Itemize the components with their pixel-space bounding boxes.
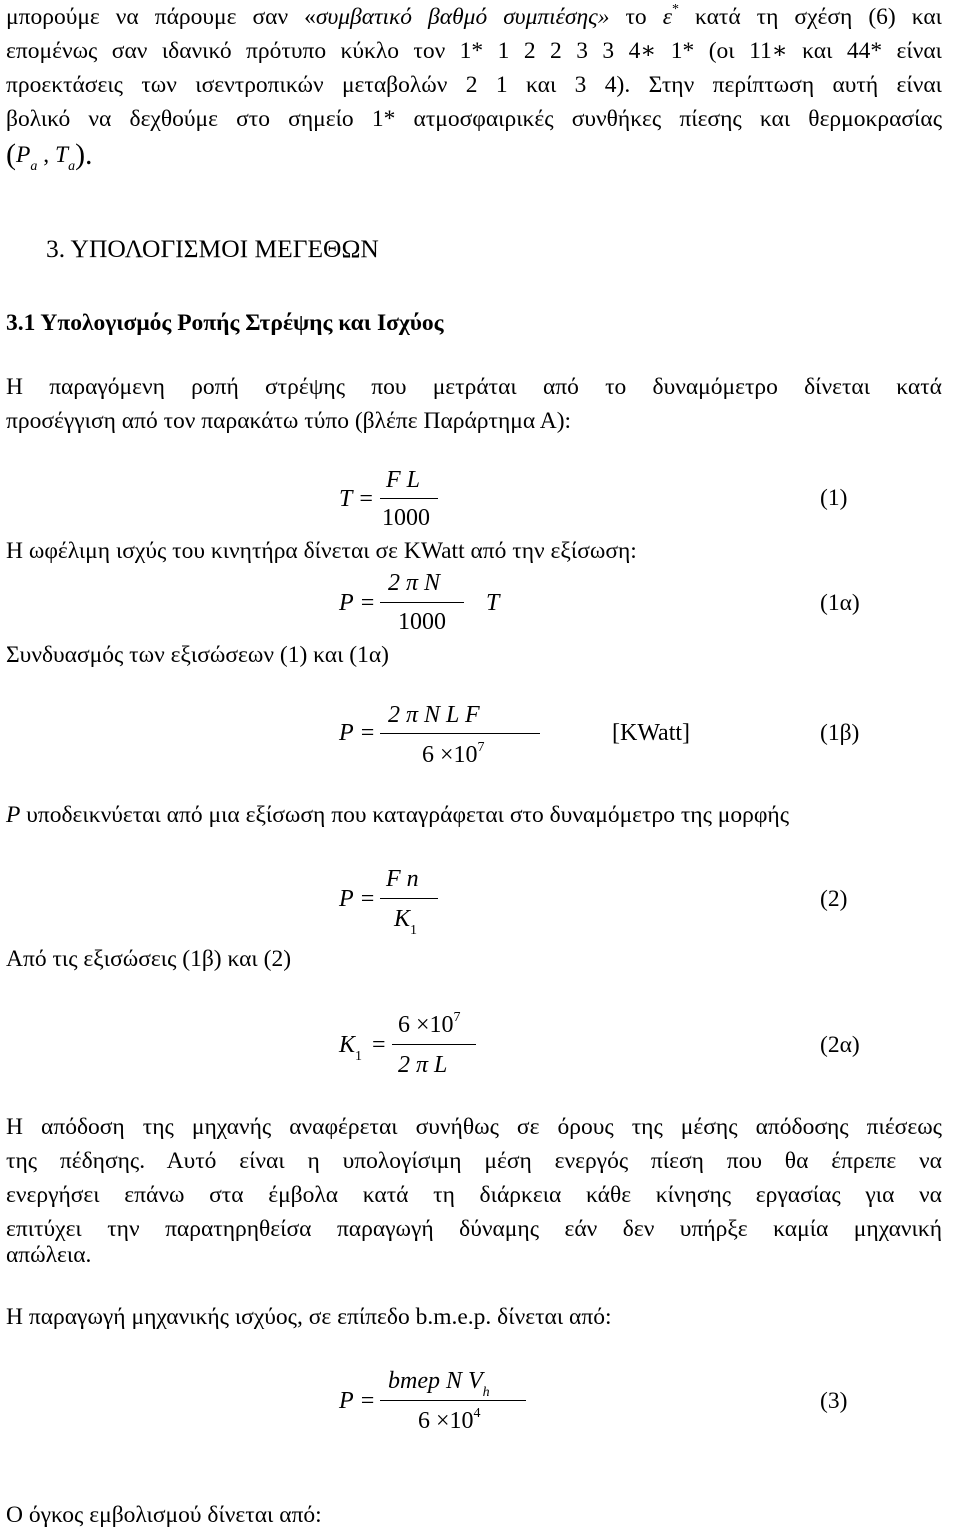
eq3-denominator: $6 \times 10^4$ xyxy=(418,1406,481,1434)
eq3-fraction-bar xyxy=(380,1400,526,1401)
para1-line-2: προσέγγιση από τον παρακάτω τύπο (βλέπε Παράρτημα Α): xyxy=(6,408,572,434)
eq1b-lhs: P = xyxy=(339,720,376,746)
para2-line-2: της πέδησης. Αυτό είναι η υπολογίσιμη μέση ενεργός πίεση που θα έπρεπε να xyxy=(6,1148,942,1174)
eq1a-numerator: 2 π N xyxy=(388,570,441,596)
section-heading: 3. ΥΠΟΛΟΓΙΣΜΟΙ ΜΕΓΕΘΩΝ xyxy=(46,234,379,263)
eq2a-denominator: 2 π L xyxy=(398,1052,448,1078)
eq1a-lhs: P = xyxy=(339,590,376,616)
para2-line-4: επιτύχει την παρατηρηθείσα παραγωγή δύναμης εάν δεν υπήρξε καμία μηχανική xyxy=(6,1216,942,1242)
eq1b-fraction-bar xyxy=(380,733,540,734)
intro-line-3: προεκτάσεις των ισεντροπικών μεταβολών 2 1 και 3 4). Στην περίπτωση αυτή είναι xyxy=(6,72,942,98)
eq2a-label: (2α) xyxy=(820,1032,860,1058)
para2-line-3: ενεργήσει επάνω στα έμβολα κατά τη διάρκεια κάθε κίνησης εργασίας για να xyxy=(6,1182,942,1208)
eq2-denominator: $K_1$ xyxy=(394,906,418,938)
text-p-description: P υποδεικνύεται από μια εξίσωση που καταγράφεται στο δυναμόμετρο της μορφής xyxy=(6,802,789,828)
eq1b-unit: [KWatt] xyxy=(612,720,691,746)
eq1a-denominator: 1000 xyxy=(398,609,446,635)
text-volume: Ο όγκος εμβολισμού δίνεται από: xyxy=(6,1502,322,1528)
text-from-equations: Από τις εξισώσεις (1β) και (2) xyxy=(6,946,292,972)
eq2a-equals: = xyxy=(372,1032,386,1058)
para2-line-5: απώλεια. xyxy=(6,1242,92,1268)
eq2a-fraction-bar xyxy=(392,1044,476,1045)
eq1-numerator: F L xyxy=(386,467,421,493)
intro-line-1: μπορούμε να πάρουμε σαν «συμβατικό βαθμό συμπιέσης» το ε* κατά τη σχέση (6) και xyxy=(6,2,943,30)
eq1b-denominator: $6 \times 10^7$ xyxy=(422,740,485,768)
intro-line-5: ($P_a$ , $T_a$). xyxy=(6,138,93,174)
eq1-denominator: 1000 xyxy=(382,505,430,531)
eq2-numerator: F n xyxy=(386,866,419,892)
eq3-numerator: bmep N $V_h$ xyxy=(388,1368,490,1400)
intro-line-2: επομένως σαν ιδανικό πρότυπο κύκλο τον 1* 1 2 2 3 3 4∗ 1* (οι 11∗ και 44* είναι xyxy=(6,38,942,64)
eq2-fraction-bar xyxy=(380,898,438,899)
eq1b-numerator: 2 π N L F xyxy=(388,702,480,728)
eq1a-label: (1α) xyxy=(820,590,860,616)
text-bmep: Η παραγωγή μηχανικής ισχύος, σε επίπεδο b.m.e.p. δίνεται από: xyxy=(6,1304,612,1330)
eq1a-fraction-bar xyxy=(380,602,464,603)
text-combo: Συνδυασμός των εξισώσεων (1) και (1α) xyxy=(6,642,390,668)
eq2a-lhs: $K_1$ xyxy=(339,1032,363,1064)
eq3-label: (3) xyxy=(820,1388,848,1414)
eq2a-numerator: $6 \times 10^7$ xyxy=(398,1010,461,1038)
eq3-lhs: P = xyxy=(339,1388,376,1414)
eq1a-rhs: T xyxy=(486,590,500,616)
para2-line-1: Η απόδοση της μηχανής αναφέρεται συνήθως σε όρους της μέσης απόδοσης πιέσεως xyxy=(6,1114,942,1140)
text-power: Η ωφέλιμη ισχύς του κινητήρα δίνεται σε KWatt από την εξίσωση: xyxy=(6,538,637,564)
eq1b-label: (1β) xyxy=(820,720,860,746)
eq1-label: (1) xyxy=(820,485,848,511)
subsection-heading: 3.1 Υπολογισμός Ροπής Στρέψης και Ισχύος xyxy=(6,310,444,336)
para1-line-1: Η παραγόμενη ροπή στρέψης που μετράται από το δυναμόμετρο δίνεται κατά xyxy=(6,374,942,400)
eq1-lhs: T = xyxy=(339,486,375,512)
eq2-lhs: P = xyxy=(339,886,376,912)
intro-line-4: βολικό να δεχθούμε στο σημείο 1* ατμοσφαιρικές συνθήκες πίεσης και θερμοκρασίας xyxy=(6,106,942,132)
eq1-fraction-bar xyxy=(380,498,438,499)
eq2-label: (2) xyxy=(820,886,848,912)
